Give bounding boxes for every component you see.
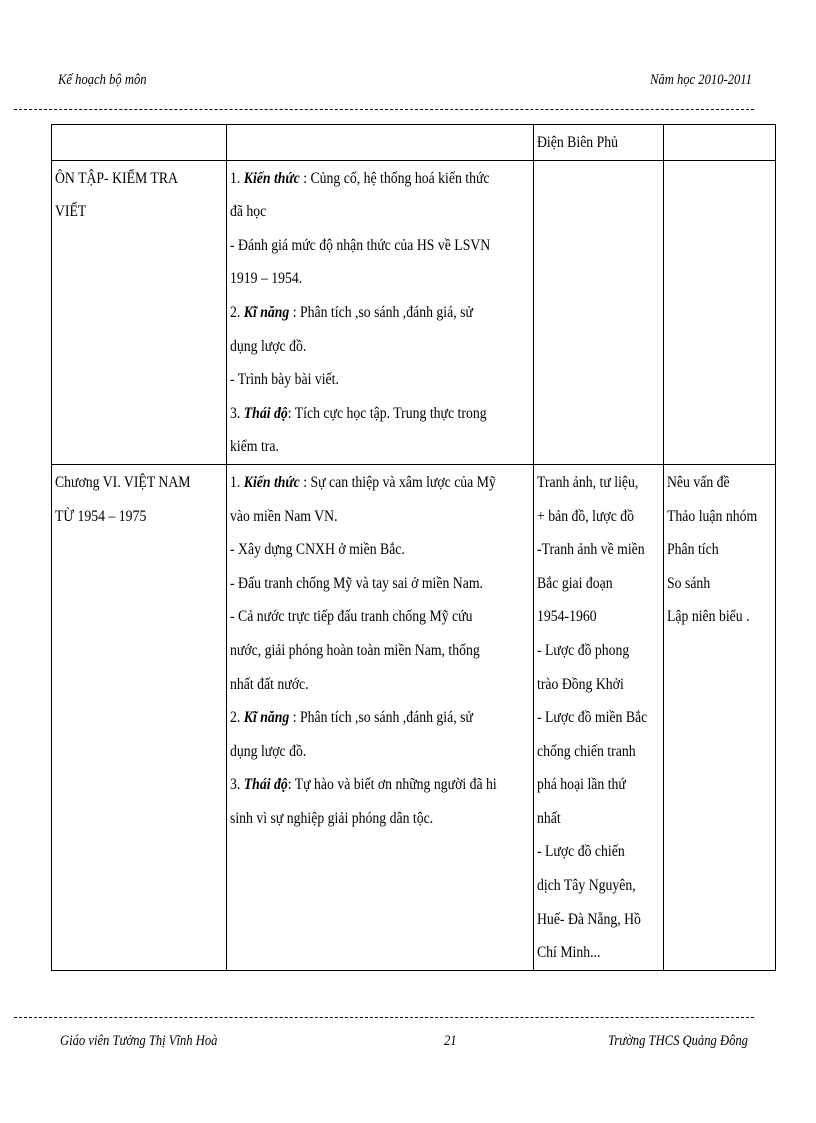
materials-line: Điện Biên Phủ (537, 134, 619, 151)
objective-line: - Đấu tranh chống Mỹ và tay sai ở miền Nam. (230, 574, 483, 592)
topic-line: Chương VI. VIỆT NAM (55, 473, 191, 491)
materials-line: - Lược đồ phong (537, 641, 630, 659)
topic-cell (52, 464, 227, 970)
topic-cell (52, 125, 227, 161)
objectives-cell (227, 125, 534, 161)
materials-line: trào Đồng Khởi (537, 675, 624, 693)
method-line: Nêu vấn đề (667, 473, 730, 491)
method-line: Thảo luận nhóm (667, 507, 758, 525)
materials-cell (534, 160, 664, 464)
materials-line: + bản đồ, lược đồ (537, 507, 635, 525)
table-row (52, 125, 776, 161)
header-school-year: Năm học 2010-2011 (650, 72, 752, 88)
objective-line: dụng lược đồ. (230, 742, 307, 760)
knowledge-heading: 1. Kiến thức : Sự can thiệp và xâm lược của Mỹ (230, 473, 496, 491)
footer-school: Trường THCS Quảng Đông (608, 1033, 748, 1049)
objective-line: - Xây dựng CNXH ở miền Bắc. (230, 541, 405, 559)
objectives-cell (227, 464, 534, 970)
footer-divider (14, 1017, 754, 1018)
header-subject-plan: Kế hoạch bộ môn (58, 72, 147, 88)
skills-heading: 2. Kĩ năng : Phân tích ,so sánh ,đánh giá, sử (230, 709, 473, 727)
method-line: Phân tích (667, 541, 719, 559)
methods-cell (664, 464, 776, 970)
table-row (52, 464, 776, 970)
materials-cell (534, 464, 664, 970)
materials-line: phá hoại lần thứ (537, 776, 626, 794)
footer-teacher: Giáo viên Tưởng Thị Vĩnh Hoà (60, 1033, 218, 1049)
materials-line: - Lược đồ chiến (537, 843, 625, 861)
materials-line: chống chiến tranh (537, 742, 636, 760)
footer-page-number: 21 (444, 1033, 457, 1049)
objective-line: - Đánh giá mức độ nhận thức của HS về LSVN (230, 236, 491, 254)
objective-line: đã học (230, 203, 267, 221)
objective-line: - Cả nước trực tiếp đấu tranh chống Mỹ cứu (230, 608, 473, 626)
method-line: So sánh (667, 574, 711, 592)
materials-line: Bắc giai đoạn (537, 574, 613, 592)
objective-line: - Trình bày bài viết. (230, 371, 339, 389)
attitude-heading: 3. Thái độ: Tích cực học tập. Trung thực trong (230, 404, 487, 422)
skills-heading: 2. Kĩ năng : Phân tích ,so sánh ,đánh giá, sử (230, 303, 473, 321)
attitude-heading: 3. Thái độ: Tự hào và biết ơn những người đã hi (230, 776, 497, 794)
objective-line: dụng lược đồ. (230, 337, 307, 355)
objective-line: vào miền Nam VN. (230, 507, 338, 525)
topic-line: ÔN TẬP- KIỂM TRA (55, 169, 178, 187)
methods-cell (664, 125, 776, 161)
topic-line: VIẾT (55, 203, 87, 221)
materials-line: Chí Minh... (537, 944, 601, 962)
materials-line: dịch Tây Nguyên, (537, 877, 636, 895)
objective-line: nhất đất nước. (230, 675, 309, 693)
header-divider (14, 109, 754, 110)
objective-line: 1919 – 1954. (230, 270, 303, 288)
knowledge-heading: 1. Kiến thức : Củng cố, hệ thống hoá kiến thức (230, 169, 490, 187)
lesson-plan-table (51, 124, 776, 971)
objective-line: kiểm tra. (230, 438, 279, 456)
materials-line: - Lược đồ miền Bắc (537, 709, 648, 727)
materials-line: -Tranh ảnh về miền (537, 541, 645, 559)
topic-cell (52, 160, 227, 464)
materials-line: Huế- Đà Nẵng, Hồ (537, 910, 641, 928)
materials-cell (534, 125, 664, 161)
materials-line: nhất (537, 809, 561, 827)
method-line: Lập niên biểu . (667, 608, 750, 626)
objective-line: sinh vì sự nghiệp giải phóng dân tộc. (230, 809, 434, 827)
materials-line: 1954-1960 (537, 608, 597, 626)
topic-line: TỪ 1954 – 1975 (55, 507, 147, 525)
materials-line: Tranh ảnh, tư liệu, (537, 473, 639, 491)
table-row (52, 160, 776, 464)
objectives-cell (227, 160, 534, 464)
methods-cell (664, 160, 776, 464)
objective-line: nước, giải phóng hoàn toàn miền Nam, thống (230, 641, 480, 659)
